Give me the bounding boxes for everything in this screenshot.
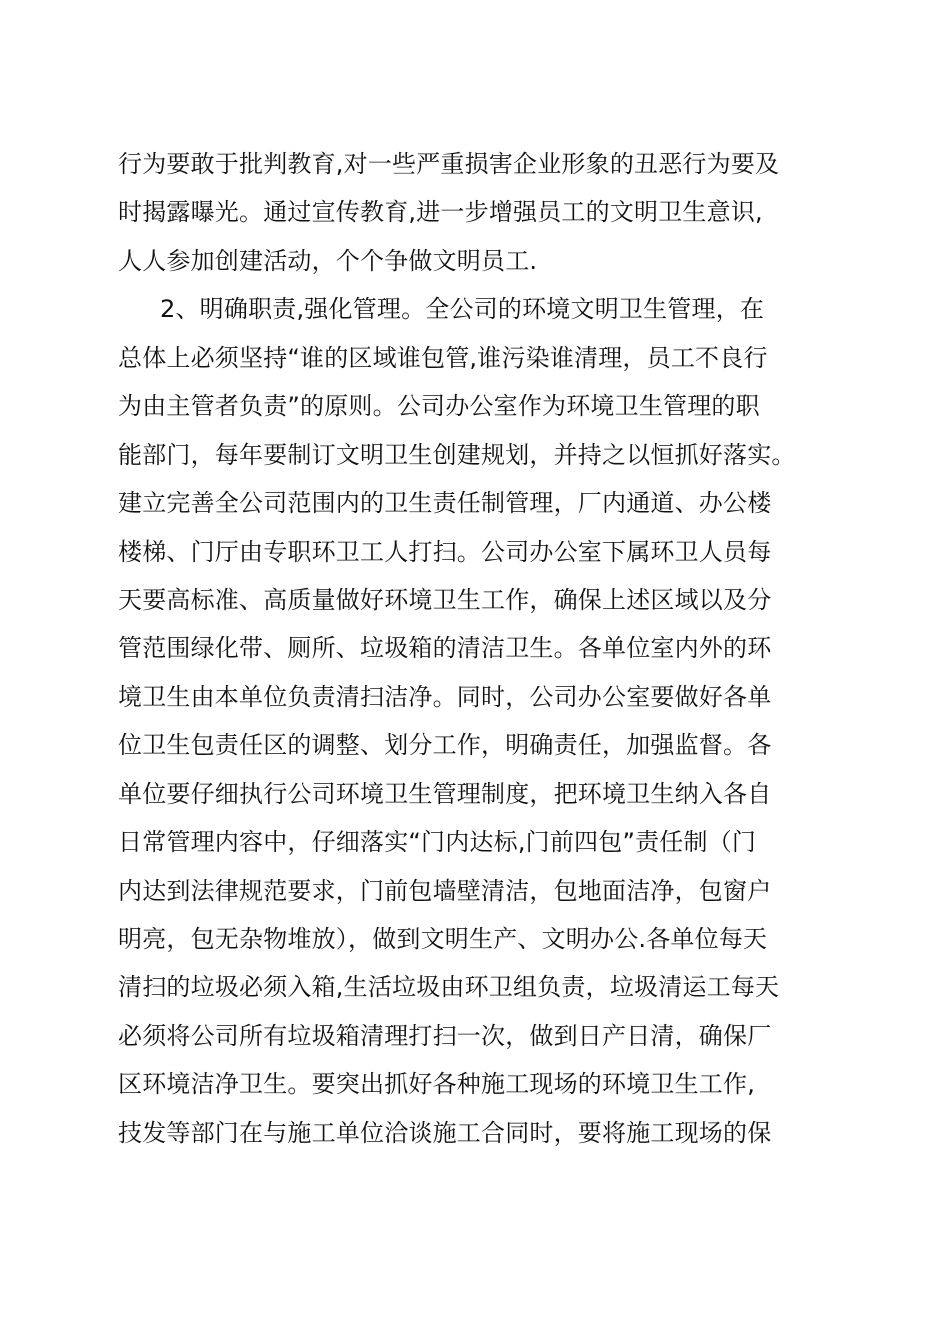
paragraph-start-line: 2、明确职责,强化管理。全公司的环境文明卫生管理，在 xyxy=(160,295,765,324)
body-text xyxy=(118,140,838,1157)
text-line: 单位要仔细执行公司环境卫生管理制度，把环境卫生纳入各自 xyxy=(118,779,772,808)
text-line: 天要高标准、高质量做好环境卫生工作，确保上述区域以及分 xyxy=(118,585,772,614)
text-line: 日常管理内容中，仔细落实“门内达标,门前四包”责任制（门 xyxy=(118,828,757,857)
text-line: 行为要敢于批判教育,对一些严重损害企业形象的丑恶行为要及 xyxy=(118,150,780,178)
text-line: 管范围绿化带、厕所、垃圾箱的清洁卫生。各单位室内外的环 xyxy=(118,634,772,663)
text-line: 明亮，包无杂物堆放），做到文明生产、文明办公.各单位每天 xyxy=(118,925,768,953)
text-line: 境卫生由本单位负责清扫洁净。同时，公司办公室要做好各单 xyxy=(118,682,772,711)
text-line: 建立完善全公司范围内的卫生责任制管理，厂内通道、办公楼 xyxy=(118,489,772,518)
text-line: 时揭露曝光。通过宣传教育,进一步增强员工的文明卫生意识, xyxy=(118,198,763,227)
text-line: 楼梯、门厅由专职环卫工人打扫。公司办公室下属环卫人员每 xyxy=(118,537,772,566)
text-line: 区环境洁净卫生。要突出抓好各种施工现场的环境卫生工作, xyxy=(118,1070,756,1099)
text-line: 能部门，每年要制订文明卫生创建规划，并持之以恒抓好落实。 xyxy=(118,440,796,469)
text-line: 必须将公司所有垃圾箱清理打扫一次，做到日产日清，确保厂 xyxy=(118,1021,772,1050)
text-line: 位卫生包责任区的调整、划分工作，明确责任，加强监督。各 xyxy=(118,731,772,760)
text-line: 总体上必须坚持“谁的区域谁包管,谁污染谁清理，员工不良行 xyxy=(118,343,768,372)
text-line: 内达到法律规范要求，门前包墙壁清洁，包地面洁净，包窗户 xyxy=(118,876,772,905)
text-line: 人人参加创建活动，个个争做文明员工. xyxy=(118,246,538,275)
text-line: 技发等部门在与施工单位洽谈施工合同时，要将施工现场的保 xyxy=(118,1118,772,1147)
text-line: 清扫的垃圾必须入箱,生活垃圾由环卫组负责，垃圾清运工每天 xyxy=(118,973,780,1002)
text-line: 为由主管者负责”的原则。公司办公室作为环境卫生管理的职 xyxy=(118,392,760,421)
